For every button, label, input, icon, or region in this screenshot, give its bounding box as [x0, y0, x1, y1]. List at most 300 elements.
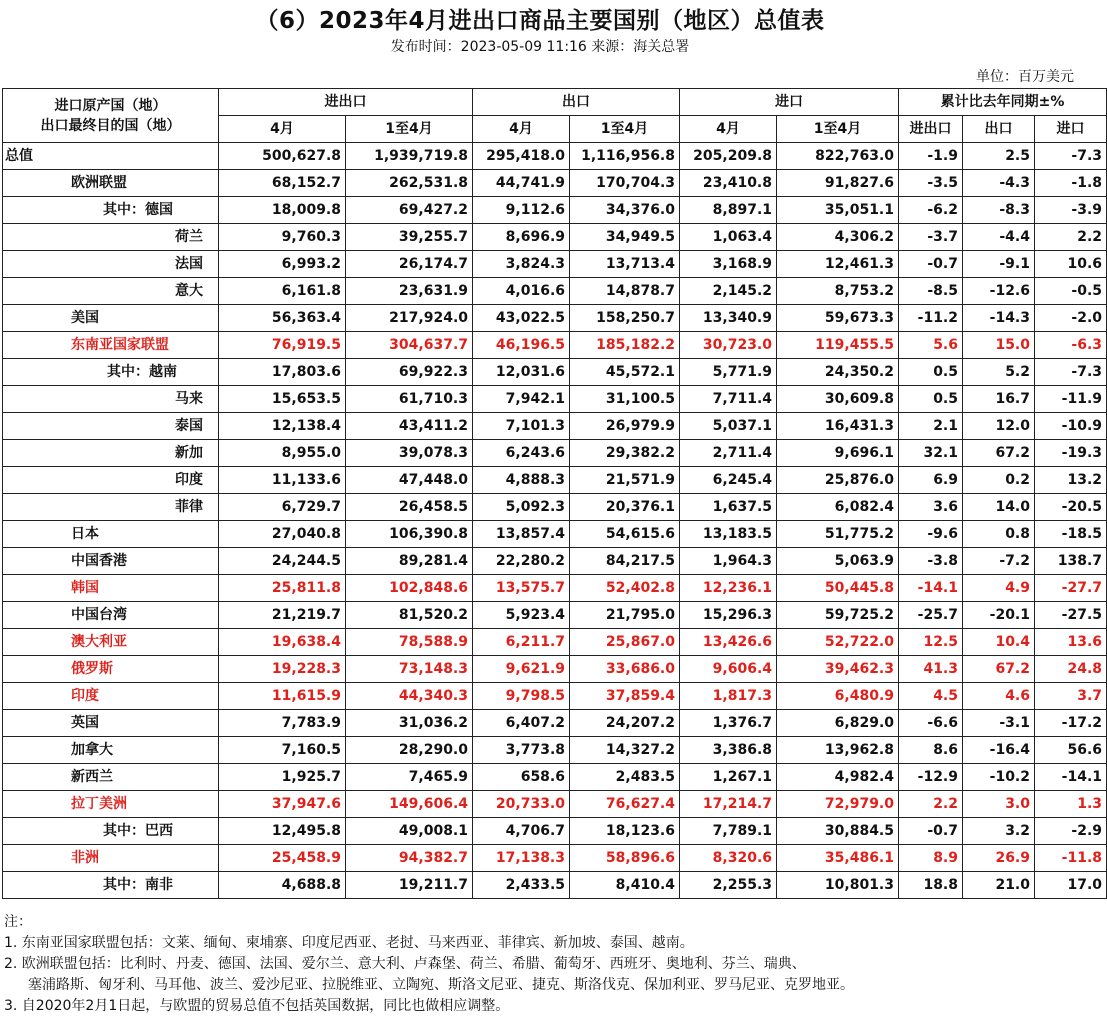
row-name: 泰国 [3, 413, 219, 440]
row-name: 其中：德国 [3, 197, 219, 224]
cell-exp-m: 3,824.3 [473, 251, 570, 278]
cell-imp-m: 13,340.9 [680, 305, 777, 332]
cell-imp-c: 6,480.9 [777, 683, 899, 710]
cell-total-c: 31,036.2 [346, 710, 473, 737]
cell-exp-c: 8,410.4 [570, 872, 680, 899]
cell-total-m: 19,228.3 [219, 656, 346, 683]
cell-yoy-t: 3.6 [899, 494, 963, 521]
cell-exp-c: 14,327.2 [570, 737, 680, 764]
row-name: 日本 [3, 521, 219, 548]
cell-exp-c: 21,571.9 [570, 467, 680, 494]
cell-total-c: 28,290.0 [346, 737, 473, 764]
cell-exp-m: 295,418.0 [473, 143, 570, 170]
cell-yoy-i: -27.5 [1035, 602, 1107, 629]
cell-total-c: 73,148.3 [346, 656, 473, 683]
row-name: 新加 [3, 440, 219, 467]
cell-total-c: 61,710.3 [346, 386, 473, 413]
cell-imp-c: 72,979.0 [777, 791, 899, 818]
cell-imp-c: 35,486.1 [777, 845, 899, 872]
cell-yoy-t: -12.9 [899, 764, 963, 791]
header-group-total: 进出口 [219, 89, 473, 116]
cell-exp-m: 4,706.7 [473, 818, 570, 845]
cell-yoy-e: -4.3 [963, 170, 1035, 197]
cell-exp-m: 44,741.9 [473, 170, 570, 197]
cell-yoy-e: 12.0 [963, 413, 1035, 440]
cell-total-m: 17,803.6 [219, 359, 346, 386]
cell-imp-m: 2,255.3 [680, 872, 777, 899]
cell-yoy-e: 21.0 [963, 872, 1035, 899]
table-row [3, 764, 1107, 791]
header-total-cumulative: 1至4月 [346, 116, 473, 143]
cell-total-m: 11,615.9 [219, 683, 346, 710]
cell-total-m: 25,811.8 [219, 575, 346, 602]
cell-imp-c: 13,962.8 [777, 737, 899, 764]
cell-yoy-i: 10.6 [1035, 251, 1107, 278]
cell-total-m: 25,458.9 [219, 845, 346, 872]
cell-imp-c: 52,722.0 [777, 629, 899, 656]
cell-total-c: 1,939,719.8 [346, 143, 473, 170]
cell-exp-m: 17,138.3 [473, 845, 570, 872]
cell-exp-m: 9,621.9 [473, 656, 570, 683]
cell-exp-m: 5,923.4 [473, 602, 570, 629]
cell-total-m: 4,688.8 [219, 872, 346, 899]
cell-imp-c: 59,725.2 [777, 602, 899, 629]
cell-exp-c: 52,402.8 [570, 575, 680, 602]
row-name: 中国香港 [3, 548, 219, 575]
cell-total-c: 39,255.7 [346, 224, 473, 251]
cell-yoy-i: 13.6 [1035, 629, 1107, 656]
cell-exp-c: 34,949.5 [570, 224, 680, 251]
cell-yoy-t: 0.5 [899, 386, 963, 413]
cell-yoy-i: -18.5 [1035, 521, 1107, 548]
row-name: 意大 [3, 278, 219, 305]
cell-exp-m: 4,016.6 [473, 278, 570, 305]
cell-yoy-t: -3.7 [899, 224, 963, 251]
table-row [3, 413, 1107, 440]
table-row [3, 575, 1107, 602]
cell-imp-c: 119,455.5 [777, 332, 899, 359]
cell-imp-m: 9,606.4 [680, 656, 777, 683]
row-name: 其中：巴西 [3, 818, 219, 845]
cell-yoy-e: -20.1 [963, 602, 1035, 629]
cell-imp-m: 15,296.3 [680, 602, 777, 629]
cell-yoy-i: -2.0 [1035, 305, 1107, 332]
row-name: 其中：越南 [3, 359, 219, 386]
cell-imp-m: 205,209.8 [680, 143, 777, 170]
cell-imp-m: 1,267.1 [680, 764, 777, 791]
note-2: 2. 欧洲联盟包括：比利时、丹麦、德国、法国、爱尔兰、意大利、卢森堡、荷兰、希腊、葡萄牙、西班牙、奥地利、芬兰、瑞典、 [4, 956, 806, 972]
table-row [3, 467, 1107, 494]
cell-imp-m: 7,789.1 [680, 818, 777, 845]
table-row [3, 359, 1107, 386]
cell-yoy-t: -8.5 [899, 278, 963, 305]
cell-yoy-i: -1.8 [1035, 170, 1107, 197]
cell-imp-c: 24,350.2 [777, 359, 899, 386]
cell-imp-c: 6,082.4 [777, 494, 899, 521]
cell-imp-m: 1,817.3 [680, 683, 777, 710]
cell-yoy-i: -7.3 [1035, 143, 1107, 170]
cell-imp-m: 23,410.8 [680, 170, 777, 197]
cell-total-c: 149,606.4 [346, 791, 473, 818]
cell-yoy-t: 41.3 [899, 656, 963, 683]
cell-yoy-i: -0.5 [1035, 278, 1107, 305]
row-name: 马来 [3, 386, 219, 413]
cell-imp-m: 1,063.4 [680, 224, 777, 251]
cell-imp-m: 5,037.1 [680, 413, 777, 440]
cell-total-m: 7,160.5 [219, 737, 346, 764]
cell-yoy-t: 18.8 [899, 872, 963, 899]
trade-table [2, 88, 1107, 899]
cell-yoy-t: 4.5 [899, 683, 963, 710]
row-name: 法国 [3, 251, 219, 278]
cell-yoy-e: -14.3 [963, 305, 1035, 332]
cell-imp-c: 39,462.3 [777, 656, 899, 683]
cell-total-c: 19,211.7 [346, 872, 473, 899]
table-row [3, 143, 1107, 170]
page-title: （6）2023年4月进出口商品主要国别（地区）总值表 [255, 8, 825, 34]
cell-imp-m: 3,386.8 [680, 737, 777, 764]
row-name: 韩国 [3, 575, 219, 602]
cell-imp-m: 6,245.4 [680, 467, 777, 494]
cell-exp-m: 9,798.5 [473, 683, 570, 710]
cell-imp-m: 17,214.7 [680, 791, 777, 818]
table-row [3, 251, 1107, 278]
header-corner [3, 89, 219, 143]
cell-yoy-i: -11.9 [1035, 386, 1107, 413]
cell-yoy-i: -20.5 [1035, 494, 1107, 521]
unit-label: 单位：百万美元 [976, 69, 1074, 85]
cell-exp-c: 26,979.9 [570, 413, 680, 440]
cell-imp-c: 50,445.8 [777, 575, 899, 602]
cell-yoy-t: 8.9 [899, 845, 963, 872]
cell-imp-c: 6,829.0 [777, 710, 899, 737]
cell-exp-c: 1,116,956.8 [570, 143, 680, 170]
row-name: 澳大利亚 [3, 629, 219, 656]
cell-yoy-e: 3.0 [963, 791, 1035, 818]
cell-yoy-t: -3.5 [899, 170, 963, 197]
cell-exp-c: 29,382.2 [570, 440, 680, 467]
row-name: 菲律 [3, 494, 219, 521]
row-name: 英国 [3, 710, 219, 737]
cell-exp-c: 58,896.6 [570, 845, 680, 872]
cell-yoy-i: 138.7 [1035, 548, 1107, 575]
cell-yoy-e: 67.2 [963, 656, 1035, 683]
cell-total-c: 23,631.9 [346, 278, 473, 305]
cell-exp-m: 46,196.5 [473, 332, 570, 359]
table-row [3, 224, 1107, 251]
row-name: 拉丁美洲 [3, 791, 219, 818]
cell-total-m: 6,993.2 [219, 251, 346, 278]
cell-exp-m: 6,243.6 [473, 440, 570, 467]
table-row [3, 548, 1107, 575]
cell-exp-c: 21,795.0 [570, 602, 680, 629]
cell-yoy-i: 1.3 [1035, 791, 1107, 818]
cell-exp-c: 31,100.5 [570, 386, 680, 413]
row-name: 美国 [3, 305, 219, 332]
cell-total-c: 106,390.8 [346, 521, 473, 548]
cell-imp-m: 2,711.4 [680, 440, 777, 467]
cell-imp-c: 12,461.3 [777, 251, 899, 278]
header-export-cumulative: 1至4月 [570, 116, 680, 143]
header-yoy-import: 进口 [1035, 116, 1107, 143]
header-group-yoy: 累计比去年同期±% [899, 89, 1107, 116]
cell-imp-c: 30,884.5 [777, 818, 899, 845]
cell-exp-c: 2,483.5 [570, 764, 680, 791]
cell-yoy-e: -9.1 [963, 251, 1035, 278]
cell-imp-m: 1,964.3 [680, 548, 777, 575]
cell-yoy-e: -12.6 [963, 278, 1035, 305]
cell-total-m: 1,925.7 [219, 764, 346, 791]
table-row [3, 332, 1107, 359]
cell-imp-c: 35,051.1 [777, 197, 899, 224]
table-row [3, 737, 1107, 764]
cell-exp-c: 18,123.6 [570, 818, 680, 845]
note-2-continued: 塞浦路斯、匈牙利、马耳他、波兰、爱沙尼亚、拉脱维亚、立陶宛、斯洛文尼亚、捷克、斯洛伐克、保加利亚、罗马尼亚、克罗地亚。 [28, 977, 854, 993]
cell-yoy-e: 0.2 [963, 467, 1035, 494]
row-name: 新西兰 [3, 764, 219, 791]
cell-yoy-e: 5.2 [963, 359, 1035, 386]
table-row [3, 683, 1107, 710]
cell-total-c: 78,588.9 [346, 629, 473, 656]
cell-imp-c: 4,306.2 [777, 224, 899, 251]
cell-total-c: 49,008.1 [346, 818, 473, 845]
table-row [3, 521, 1107, 548]
cell-total-m: 15,653.5 [219, 386, 346, 413]
header-yoy-export: 出口 [963, 116, 1035, 143]
cell-yoy-t: -9.6 [899, 521, 963, 548]
row-name: 非洲 [3, 845, 219, 872]
header-corner-line1: 进口原产国（地） [54, 97, 167, 114]
cell-total-m: 6,161.8 [219, 278, 346, 305]
header-group-export: 出口 [473, 89, 680, 116]
cell-imp-m: 5,771.9 [680, 359, 777, 386]
cell-imp-c: 25,876.0 [777, 467, 899, 494]
cell-exp-m: 5,092.3 [473, 494, 570, 521]
table-row [3, 710, 1107, 737]
cell-total-c: 89,281.4 [346, 548, 473, 575]
cell-total-c: 39,078.3 [346, 440, 473, 467]
cell-yoy-i: -6.3 [1035, 332, 1107, 359]
cell-total-c: 7,465.9 [346, 764, 473, 791]
cell-exp-c: 185,182.2 [570, 332, 680, 359]
cell-total-c: 81,520.2 [346, 602, 473, 629]
cell-yoy-i: -14.1 [1035, 764, 1107, 791]
cell-yoy-e: -8.3 [963, 197, 1035, 224]
cell-exp-m: 6,407.2 [473, 710, 570, 737]
cell-exp-m: 6,211.7 [473, 629, 570, 656]
cell-imp-c: 10,801.3 [777, 872, 899, 899]
cell-yoy-e: -16.4 [963, 737, 1035, 764]
cell-yoy-t: -25.7 [899, 602, 963, 629]
cell-exp-c: 20,376.1 [570, 494, 680, 521]
cell-exp-c: 24,207.2 [570, 710, 680, 737]
cell-imp-m: 13,183.5 [680, 521, 777, 548]
cell-yoy-e: 14.0 [963, 494, 1035, 521]
cell-yoy-i: 17.0 [1035, 872, 1107, 899]
cell-yoy-i: -19.3 [1035, 440, 1107, 467]
cell-yoy-i: -11.8 [1035, 845, 1107, 872]
cell-yoy-t: 32.1 [899, 440, 963, 467]
cell-exp-m: 3,773.8 [473, 737, 570, 764]
cell-yoy-e: -3.1 [963, 710, 1035, 737]
cell-exp-m: 13,575.7 [473, 575, 570, 602]
cell-yoy-i: -7.3 [1035, 359, 1107, 386]
publish-info: 发布时间：2023-05-09 11:16 来源：海关总署 [390, 39, 690, 55]
cell-total-m: 12,138.4 [219, 413, 346, 440]
table-row [3, 629, 1107, 656]
cell-yoy-t: 12.5 [899, 629, 963, 656]
row-name: 中国台湾 [3, 602, 219, 629]
cell-total-m: 21,219.7 [219, 602, 346, 629]
cell-imp-m: 2,145.2 [680, 278, 777, 305]
cell-yoy-e: -7.2 [963, 548, 1035, 575]
cell-exp-c: 33,686.0 [570, 656, 680, 683]
cell-total-c: 262,531.8 [346, 170, 473, 197]
table-row [3, 386, 1107, 413]
cell-yoy-t: 0.5 [899, 359, 963, 386]
cell-yoy-t: 6.9 [899, 467, 963, 494]
cell-yoy-t: -11.2 [899, 305, 963, 332]
header-corner-line2: 出口最终目的国（地） [40, 117, 181, 134]
table-row [3, 170, 1107, 197]
cell-exp-m: 7,101.3 [473, 413, 570, 440]
cell-yoy-t: -3.8 [899, 548, 963, 575]
cell-total-m: 6,729.7 [219, 494, 346, 521]
cell-imp-m: 7,711.4 [680, 386, 777, 413]
row-name: 加拿大 [3, 737, 219, 764]
cell-yoy-i: 2.2 [1035, 224, 1107, 251]
cell-total-c: 43,411.2 [346, 413, 473, 440]
cell-exp-m: 658.6 [473, 764, 570, 791]
cell-total-c: 44,340.3 [346, 683, 473, 710]
row-name: 东南亚国家联盟 [3, 332, 219, 359]
cell-total-m: 500,627.8 [219, 143, 346, 170]
cell-yoy-i: -3.9 [1035, 197, 1107, 224]
cell-total-c: 69,427.2 [346, 197, 473, 224]
cell-yoy-e: 67.2 [963, 440, 1035, 467]
cell-exp-c: 76,627.4 [570, 791, 680, 818]
table-row [3, 278, 1107, 305]
cell-exp-m: 2,433.5 [473, 872, 570, 899]
cell-yoy-i: 56.6 [1035, 737, 1107, 764]
table-row [3, 197, 1107, 224]
cell-imp-m: 3,168.9 [680, 251, 777, 278]
cell-yoy-e: 0.8 [963, 521, 1035, 548]
cell-imp-c: 9,696.1 [777, 440, 899, 467]
cell-total-m: 37,947.6 [219, 791, 346, 818]
cell-exp-c: 54,615.6 [570, 521, 680, 548]
cell-yoy-t: -14.1 [899, 575, 963, 602]
cell-exp-c: 45,572.1 [570, 359, 680, 386]
cell-yoy-i: -17.2 [1035, 710, 1107, 737]
table-row [3, 494, 1107, 521]
cell-yoy-t: 2.2 [899, 791, 963, 818]
cell-yoy-t: -0.7 [899, 251, 963, 278]
cell-imp-m: 8,320.6 [680, 845, 777, 872]
cell-exp-c: 37,859.4 [570, 683, 680, 710]
notes-label: 注： [4, 914, 32, 930]
cell-exp-c: 84,217.5 [570, 548, 680, 575]
table-row [3, 656, 1107, 683]
row-name: 印度 [3, 467, 219, 494]
cell-imp-c: 30,609.8 [777, 386, 899, 413]
cell-imp-c: 91,827.6 [777, 170, 899, 197]
notes [4, 912, 854, 1017]
table-row [3, 440, 1107, 467]
cell-total-m: 68,152.7 [219, 170, 346, 197]
cell-yoy-i: 3.7 [1035, 683, 1107, 710]
cell-exp-m: 20,733.0 [473, 791, 570, 818]
cell-yoy-i: 13.2 [1035, 467, 1107, 494]
cell-total-c: 26,458.5 [346, 494, 473, 521]
table-body [3, 143, 1107, 899]
cell-yoy-t: 5.6 [899, 332, 963, 359]
table-row [3, 305, 1107, 332]
cell-total-m: 24,244.5 [219, 548, 346, 575]
cell-imp-m: 8,897.1 [680, 197, 777, 224]
cell-exp-c: 25,867.0 [570, 629, 680, 656]
cell-total-m: 8,955.0 [219, 440, 346, 467]
cell-imp-c: 822,763.0 [777, 143, 899, 170]
cell-exp-c: 34,376.0 [570, 197, 680, 224]
cell-exp-m: 9,112.6 [473, 197, 570, 224]
cell-exp-m: 22,280.2 [473, 548, 570, 575]
cell-yoy-e: 15.0 [963, 332, 1035, 359]
cell-total-c: 102,848.6 [346, 575, 473, 602]
cell-total-m: 56,363.4 [219, 305, 346, 332]
cell-total-m: 18,009.8 [219, 197, 346, 224]
cell-yoy-e: 10.4 [963, 629, 1035, 656]
cell-imp-m: 1,637.5 [680, 494, 777, 521]
cell-yoy-i: -10.9 [1035, 413, 1107, 440]
cell-yoy-i: -2.9 [1035, 818, 1107, 845]
cell-exp-m: 12,031.6 [473, 359, 570, 386]
cell-total-c: 94,382.7 [346, 845, 473, 872]
cell-yoy-i: 24.8 [1035, 656, 1107, 683]
row-name: 欧洲联盟 [3, 170, 219, 197]
cell-total-c: 69,922.3 [346, 359, 473, 386]
row-name: 荷兰 [3, 224, 219, 251]
cell-yoy-t: 2.1 [899, 413, 963, 440]
row-name: 其中：南非 [3, 872, 219, 899]
header-yoy-total: 进出口 [899, 116, 963, 143]
header-export-month: 4月 [473, 116, 570, 143]
cell-imp-c: 4,982.4 [777, 764, 899, 791]
cell-imp-m: 12,236.1 [680, 575, 777, 602]
table-row [3, 872, 1107, 899]
cell-exp-m: 8,696.9 [473, 224, 570, 251]
table-row [3, 845, 1107, 872]
cell-imp-m: 13,426.6 [680, 629, 777, 656]
table-row [3, 791, 1107, 818]
row-name: 印度 [3, 683, 219, 710]
cell-yoy-e: 16.7 [963, 386, 1035, 413]
cell-imp-c: 16,431.3 [777, 413, 899, 440]
cell-yoy-t: -6.6 [899, 710, 963, 737]
cell-yoy-e: 26.9 [963, 845, 1035, 872]
note-1: 1. 东南亚国家联盟包括：文莱、缅甸、柬埔寨、印度尼西亚、老挝、马来西亚、菲律宾、新加坡、泰国、越南。 [4, 935, 694, 951]
cell-total-m: 9,760.3 [219, 224, 346, 251]
cell-total-c: 217,924.0 [346, 305, 473, 332]
cell-exp-c: 170,704.3 [570, 170, 680, 197]
cell-total-m: 12,495.8 [219, 818, 346, 845]
cell-total-c: 304,637.7 [346, 332, 473, 359]
header-import-cumulative: 1至4月 [777, 116, 899, 143]
cell-total-m: 11,133.6 [219, 467, 346, 494]
row-name: 总值 [3, 143, 219, 170]
header-group-import: 进口 [680, 89, 899, 116]
cell-yoy-i: -27.7 [1035, 575, 1107, 602]
